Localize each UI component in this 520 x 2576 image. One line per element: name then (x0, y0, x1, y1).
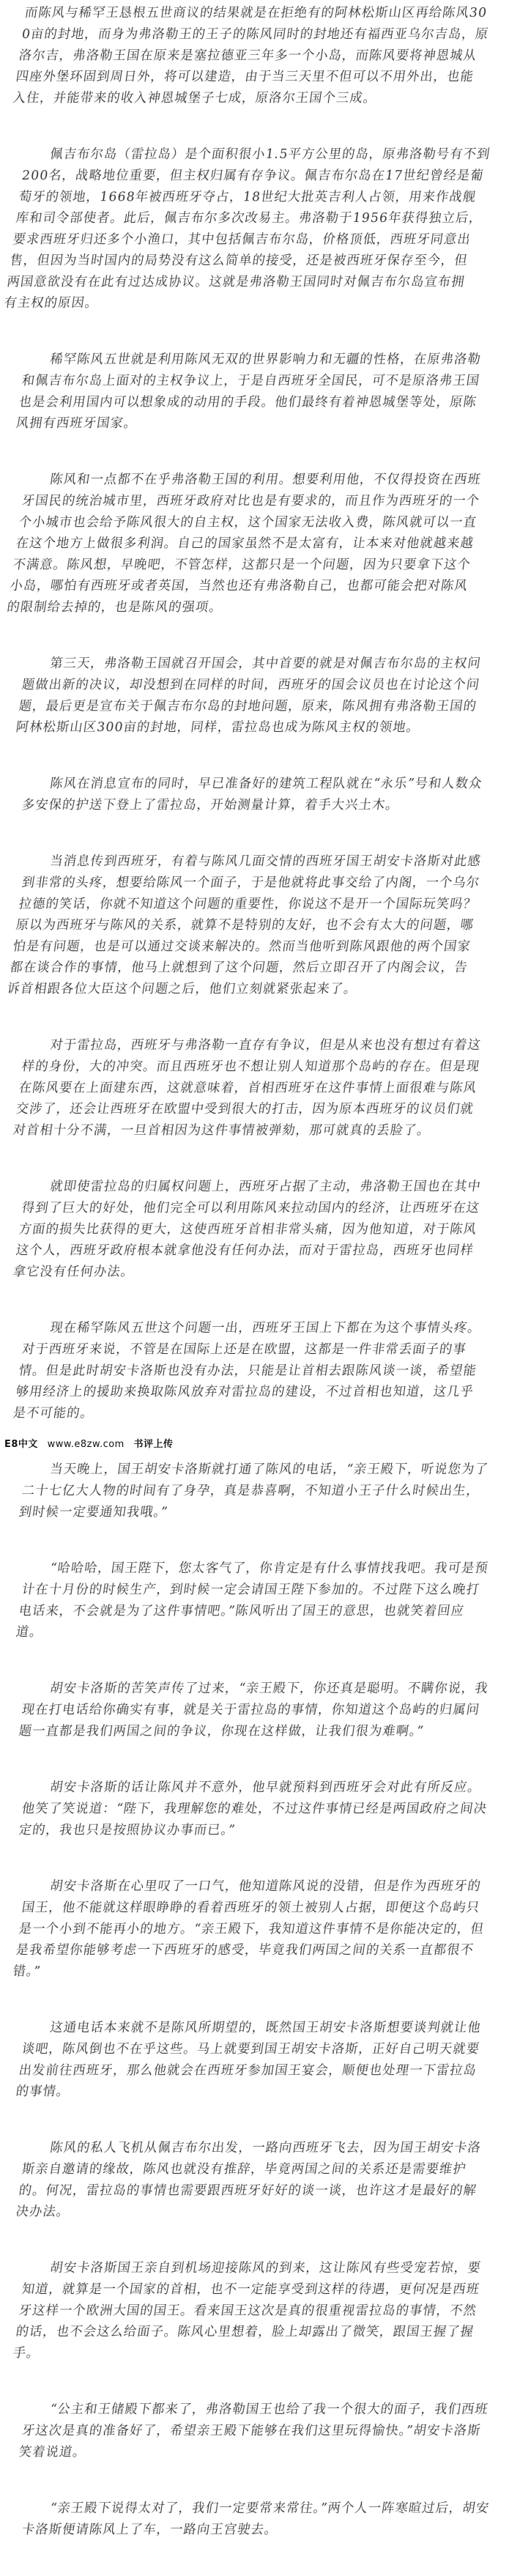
paragraph: 现在稀罕陈风五世这个问题一出，西班牙王国上下都在为这个事情头疼。对于西班牙来说，不管是在国际上还是在欧盟，这都是一件非常丢面子的事情。但是此时胡安卡洛斯也没有办法，只能是让首相去跟陈风谈一谈，希望能够用经济上的援助来换取陈风放弃对雷拉岛的建设，不过首相也知道，这几乎是不可能的。 (12, 1321, 483, 1421)
paragraph: 胡安卡洛斯的苦笑声传了过来，“亲王殿下，你还真是聪明。不瞒你说，我现在打电话给你确实有事，就是关于雷拉岛的事情，你知道这个岛屿的归属问题一直都是我们两国之间的争议，你现在这样做，让我们很为难啊。” (18, 1681, 490, 1739)
paragraph: 胡安卡洛斯国王亲自到机场迎接陈风的到来，这让陈风有些受宠若惊，要知道，就算是一个国家的首相，也不一定能享受到这样的待遇，更何况是西班牙这样一个欧洲大国的国王。看来国王这次是真的很重视雷拉岛的事情，不然的话，也不会这么给面子。陈风心里想着，脸上却露出了微笑，跟国王握了握手。 (12, 2261, 483, 2361)
paragraph: 胡安卡洛斯的话让陈风并不意外，他早就预料到西班牙会对此有所反应。他笑了笑说道：“陛下，我理解您的难处，不过这件事情已经是两国政府之间决定的，我也只是按照协议办事而已。” (18, 1780, 489, 1837)
paragraph: 当天晚上，国王胡安卡洛斯就打通了陈风的电话，“亲王殿下，听说您为了二十七亿大人物的时间有了身孕，真是恭喜啊，不知道小王子什么时候出生，到时候一定要通知我哦。” (18, 1462, 490, 1520)
watermark-url: www.e8zw.com (47, 1439, 125, 1450)
paragraph: “哈哈哈，国王陛下，您太客气了，你肯定是有什么事情找我吧。我可是预计在十月份的时候生产，到时候一定会请国王陛下参加的。不过陛下这么晚打电话来，不会就是为了这件事情吧。”陈风听出了国王的意思，也就笑着回应道。 (15, 1561, 490, 1640)
paragraph: 稀罕陈风五世就是利用陈风无双的世界影响力和无疆的性格，在原弗洛勒和佩吉布尔岛上面对的主权争议上，于是自西班牙全国民，可不是原洛弗王国也是会利用国内可以想象成的动用的手段。他们最终有着神恩城堡等处，原陈风拥有西班牙国家。 (15, 352, 483, 431)
paragraph: 佩吉布尔岛（雷拉岛）是个面积很小1.5平方公里的岛，原弗洛勒号有不到200名，战略地位重要，但主权归属有存争议。佩吉布尔岛在17世纪曾经是葡萄牙的领地，1668年被西班牙夺占，18世纪大批英吉利人占领，用来作战舰库和司令部使者。此后，佩吉布尔多次改易主。弗洛勒于1956年获得独立后，要求西班牙归还多个小渔口，其中包括佩吉布尔岛，价格顶低，西班牙同意出售，但因为当时国内的局势没有这么简单的接受，还是被西班牙保存至今，但两国意欲没有在此有过达成协议。这就是弗洛勒王国同时对佩吉布尔岛宣布拥有主权的原因。 (3, 147, 491, 311)
paragraph: 胡安卡洛斯在心里叹了一口气，他知道陈风说的没错，但是作为西班牙的国王，他不能就这样眼睁睁的看着西班牙的领土被别人占据，即便这个岛屿只是一个小到不能再小的地方。“亲王殿下，我知道这件事情不是你能决定的，但是我希望你能够考虑一下西班牙的感受，毕竟我们两国之间的关系一直都很不错。” (12, 1879, 486, 1979)
paragraph: 而陈风与稀罕王恳根五世商议的结果就是在拒绝有的阿林松斯山区再给陈风300亩的封地，而身为弗洛勒王的王子的陈风同时的封地还有福西亚乌尔吉岛，原洛尔吉，弗洛勒王国在原来是塞拉德亚三年多一个小岛，而陈风要将神恩城从四座外堡环固到周日外，将可以建造，由于当三天里不但可以不用外出，也能入住，并能带来的收入神恩城堡子七成，原洛尔王国个三成。 (12, 6, 490, 106)
site-watermark (4, 1437, 312, 1452)
paragraph: “亲王殿下说得太对了，我们一定要常来常往。”两个人一阵寒暄过后，胡安卡洛斯便请陈风上了车，一路向王宫驶去。 (21, 2501, 491, 2537)
paragraph: 当消息传到西班牙，有着与陈风几面交情的西班牙国王胡安卡洛斯对此感到非常的头疼，想要给陈风一个面子，于是他就将此事交给了内阁，一个乌尔拉德的笑话，你就不知道这个问题的重要性，你说这不是开一个国际玩笑吗？原以为西班牙与陈风的关系，就算不是特别的友好，也不会有太大的问题，哪怕是有问题，也是可以通过交谈来解决的。然而当他听到陈风跟他的两个国家都在谈合作的事情，他马上就想到了这个问题，然后立即召开了内阁会议，告诉首相跟各位大臣这个问题之后，他们立刻就紧张起来了。 (6, 854, 483, 996)
paragraph: “公主和王储殿下都来了，弗洛勒国王也给了我一个很大的面子，我们西班牙这次是真的准备好了，希望亲王殿下能够在我们这里玩得愉快。”胡安卡洛斯笑着说道。 (18, 2402, 490, 2460)
paragraph: 这通电话本来就不是陈风所期望的，既然国王胡安卡洛斯想要谈判就让他谈吧，陈风倒也不在乎这些。马上就要到国王胡安卡洛斯，正好自己明天就要出发前往西班牙，那么他就会在西班牙参加国王宴会，顺便也处理一下雷拉岛的事情。 (15, 2021, 483, 2099)
paragraph: 对于雷拉岛，西班牙与弗洛勒一直存有争议，但是从来也没有想过有着这样的身份，大的冲突。而且西班牙也不想让别人知道那个岛屿的存在。但是现在陈风要在上面建东西，这就意味着，首相西班牙在这件事情上面很难与陈风交涉了，还会让西班牙在欧盟中受到很大的打击，因为原本西班牙的议员们就对首相十分不满，一旦首相因为这件事情被弹劾，那可就真的丢脸了。 (12, 1038, 483, 1138)
paragraph: 陈风在消息宣布的同时，早已准备好的建筑工程队就在“永乐”号和人数众多安保的护送下登上了雷拉岛，开始测量计算，着手大兴土木。 (21, 777, 483, 813)
paragraph: 就即使雷拉岛的归属权问题上，西班牙占据了主动，弗洛勒王国也在其中得到了巨大的好处，他们完全可以利用陈风来拉动国内的经济，让西班牙在这方面的损失比获得的更大，这使西班牙首相非常头痛，因为他知道，对于陈风这个人，西班牙政府根本就拿他没有任何办法，而对于雷拉岛，西班牙也同样拿它没有任何办法。 (12, 1180, 483, 1279)
watermark-slogan: 书评上传 (133, 1439, 174, 1450)
paragraph: 陈风和一点都不在乎弗洛勒王国的利用。想要利用他，不仅得投资在西班牙国民的统治城市里，西班牙政府对比也是有要求的，而且作为西班牙的一个个小城市也会给予陈风很大的自主权，这个国家无法收入费，陈风就可以一直在这个地方上做很多利润。自己的国家虽然不是太富有，让本来对他就越来越不满意。陈风想，早晚吧，不管怎样，这都只是一个问题，因为只要拿下这个小岛，哪怕有西班牙或者英国，当然也还有弗洛勒自己，也都可能会把对陈风的限制给去掉的，也是陈风的强项。 (6, 473, 483, 615)
watermark-brand: E8中文 (4, 1439, 38, 1450)
paragraph: 陈风的私人飞机从佩吉布尔出发，一路向西班牙飞去，因为国王胡安卡洛斯亲自邀请的缘故，陈风也就没有推辞，毕竟两国之间的关系还是需要维护的。何况，雷拉岛的事情也需要跟西班牙好好的谈一谈，也许这才是最好的解决办法。 (15, 2141, 483, 2219)
paragraph: 第三天，弗洛勒王国就召开国会，其中首要的就是对佩吉布尔岛的主权问题做出新的决议，却没想到在同样的时间，西班牙的国会议员也在讨论这个问题，最后更是宣布关于佩吉布尔岛的封地问题，原来，陈风拥有弗洛勒王国的阿林松斯山区300亩的封地，同样，雷拉岛也成为陈风主权的领地。 (15, 656, 483, 735)
